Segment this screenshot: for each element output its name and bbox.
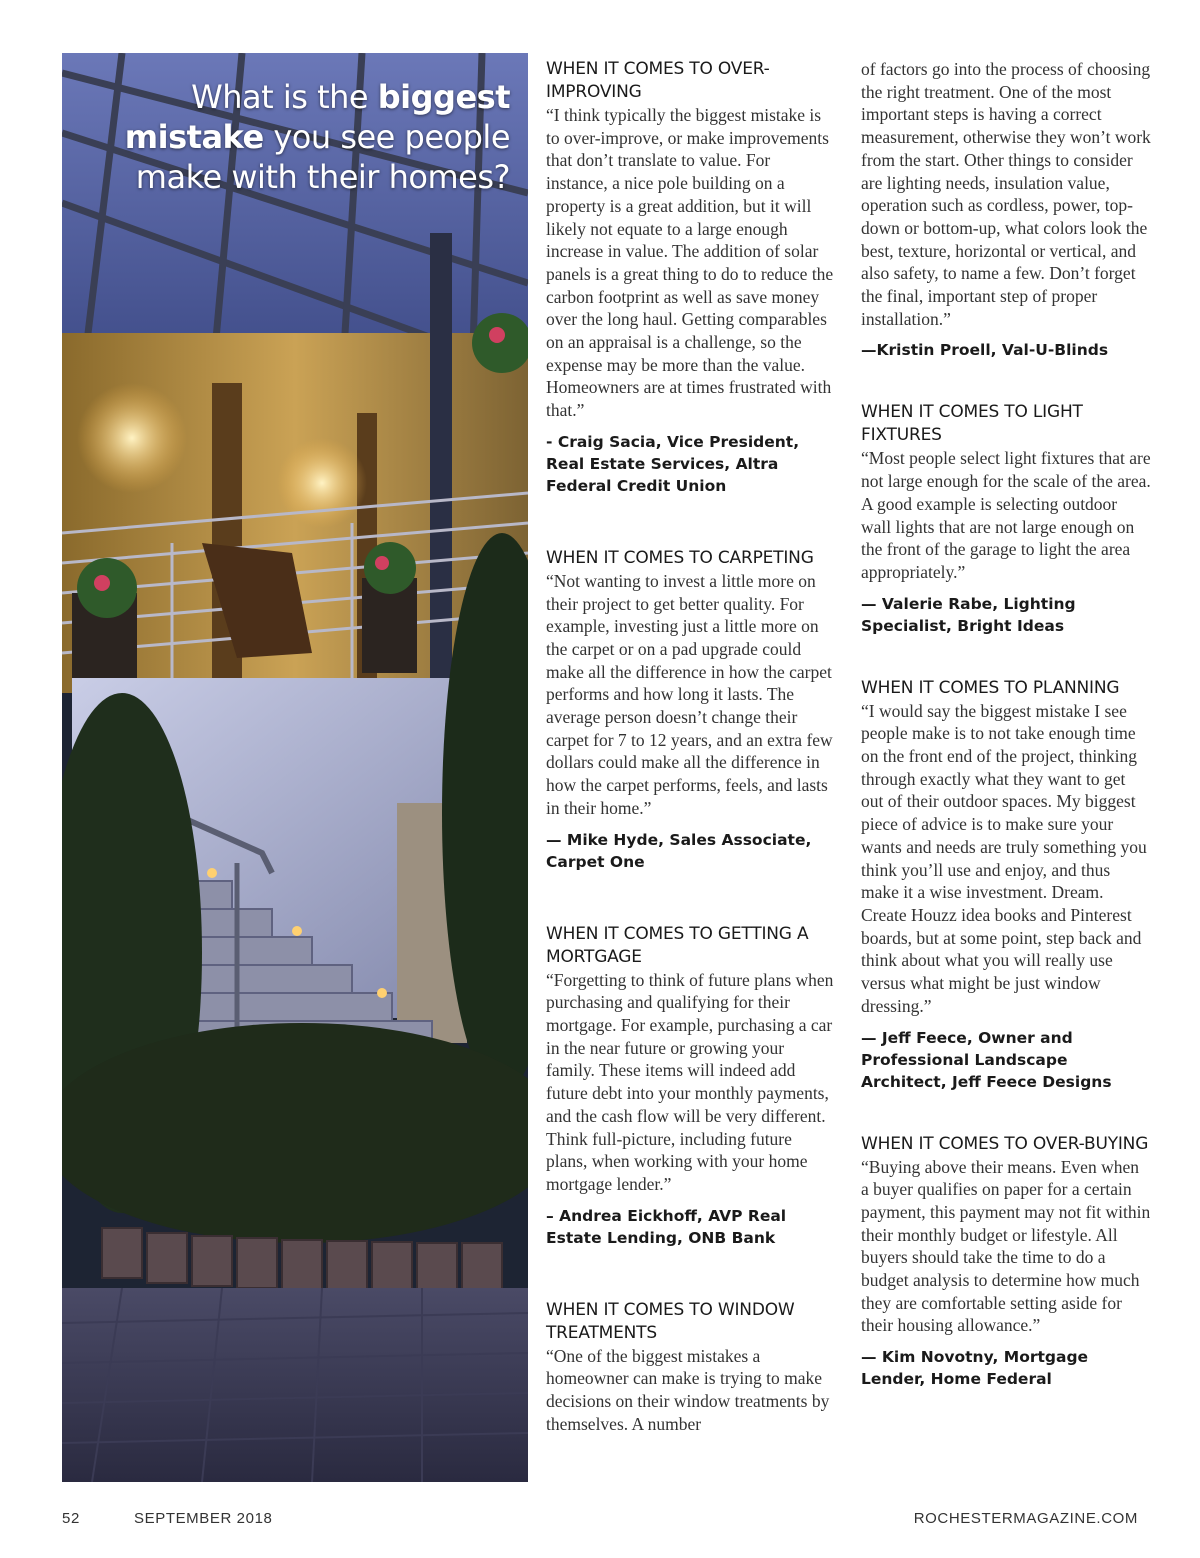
section-light-fixtures [861, 401, 1151, 636]
section-heading: WHEN IT COMES TO GETTING A MORTGAGE [546, 923, 809, 967]
section-attribution: — Kim Novotny, Mortgage Lender, Home Federal [861, 1348, 1089, 1389]
headline-text-2: you see people make with their homes? [135, 118, 510, 196]
section-attribution: —Kristin Proell, Val-U-Blinds [861, 341, 1109, 360]
section-attribution: – Andrea Eickhoff, AVP Real Estate Lending, ONB Bank [546, 1206, 787, 1247]
issue-date: SEPTEMBER 2018 [134, 1510, 273, 1527]
section-heading: WHEN IT COMES TO LIGHT FIXTURES [861, 402, 1083, 446]
page-number: 52 [62, 1510, 80, 1527]
article-column-1 [546, 58, 836, 1435]
section-heading: WHEN IT COMES TO OVER-IMPROVING [546, 59, 770, 102]
section-quote: “I think typically the biggest mistake is to over-improve, or make improvements that don’t translate to value. For instance, a nice pole building on a property is a great addition, but it will likely not equate to a large enough increase in value. The addition of solar panels is a great thing to do to reduce the carbon footprint as well as save money over the long haul. Getting comparables on an appraisal is a challenge, so the expense may be more than the value. Homeowners are at times frustrated with that.” [546, 105, 834, 421]
section-heading: WHEN IT COMES TO OVER-BUYING [861, 1133, 1149, 1154]
house-porch-photo [62, 53, 528, 1482]
section-heading: WHEN IT COMES TO PLANNING [861, 677, 1120, 698]
section-carpeting [546, 547, 836, 873]
headline-text-1: What is the [191, 78, 378, 116]
article-column-2 [861, 58, 1151, 1390]
section-quote: of factors go into the process of choosing the right treatment. One of the most important steps is having a correct measurement, otherwise they won’t work from the start. Other things to consider are lighting needs, insulation value, operation such as cordless, power, top-down or bottom-up, what colors look the best, texture, horizontal or vertical, and also safety, to name a few. Don’t forget the final, important step of proper installation.” [861, 59, 1151, 329]
section-over-buying [861, 1133, 1151, 1391]
section-window-treatments-continued [861, 58, 1151, 361]
website-url: ROCHESTERMAGAZINE.COM [913, 1510, 1138, 1527]
section-over-improving [546, 58, 836, 497]
section-heading: WHEN IT COMES TO CARPETING [546, 547, 814, 568]
section-attribution: - Craig Sacia, Vice President, Real Estate Services, Altra Federal Credit Union [546, 432, 800, 495]
photo-illustration [62, 53, 528, 1482]
section-window-treatments [546, 1299, 836, 1436]
section-quote: “I would say the biggest mistake I see people make is to not take enough time on the front end of the project, thinking through exactly what they want to get out of their outdoor spaces. My biggest piece of advice is to make sure your wants and needs are truly something you think you’ll use and enjoy, and thus make it a wise investment. Dream. Create Houzz idea books and Pinterest boards, but at some point, step back and think about what you will really use versus what might be just window dressing.” [861, 700, 1147, 1016]
section-quote: “One of the biggest mistakes a homeowner can make is trying to make decisions on their window treatments by themselves. A number [546, 1345, 830, 1434]
section-attribution: — Valerie Rabe, Lighting Specialist, Bright Ideas [861, 594, 1076, 635]
section-quote: “Buying above their means. Even when a buyer qualifies on paper for a certain payment, this payment may not fit within their monthly budget or lifestyle. All buyers should take the time to do a budget analysis to determine how much they are comfortable setting aside for their housing allowance.” [861, 1156, 1151, 1336]
section-attribution: — Mike Hyde, Sales Associate, Carpet One [546, 830, 812, 871]
section-quote: “Not wanting to invest a little more on their project to get better quality. For example, investing just a little more on the carpet or on a pad upgrade could make all the difference in how the carpet performs and how long it lasts. The average person doesn’t change their carpet for 7 to 12 years, and an extra few dollars could make all the difference in how the carpet performs, feels, and lasts in their home.” [546, 570, 833, 818]
headline [90, 77, 510, 197]
section-quote: “Forgetting to think of future plans when purchasing and qualifying for their mortgage. For example, purchasing a car in the near future or growing your family. These items will indeed add future debt into your monthly payments, and the cash flow will be very different. Think full-picture, including future plans, when working with your home mortgage lender.” [546, 969, 834, 1194]
headline-bold-2: mistake [124, 118, 264, 156]
section-planning [861, 677, 1151, 1093]
section-quote: “Most people select light fixtures that are not large enough for the scale of the area. A good example is selecting outdoor wall lights that are not large enough on the front of the garage to light the area appropriately.” [861, 448, 1151, 582]
section-mortgage [546, 923, 836, 1249]
section-heading: WHEN IT COMES TO WINDOW TREATMENTS [546, 1299, 795, 1343]
headline-bold-1: biggest [377, 78, 510, 116]
section-attribution: — Jeff Feece, Owner and Professional Landscape Architect, Jeff Feece Designs [861, 1028, 1112, 1091]
